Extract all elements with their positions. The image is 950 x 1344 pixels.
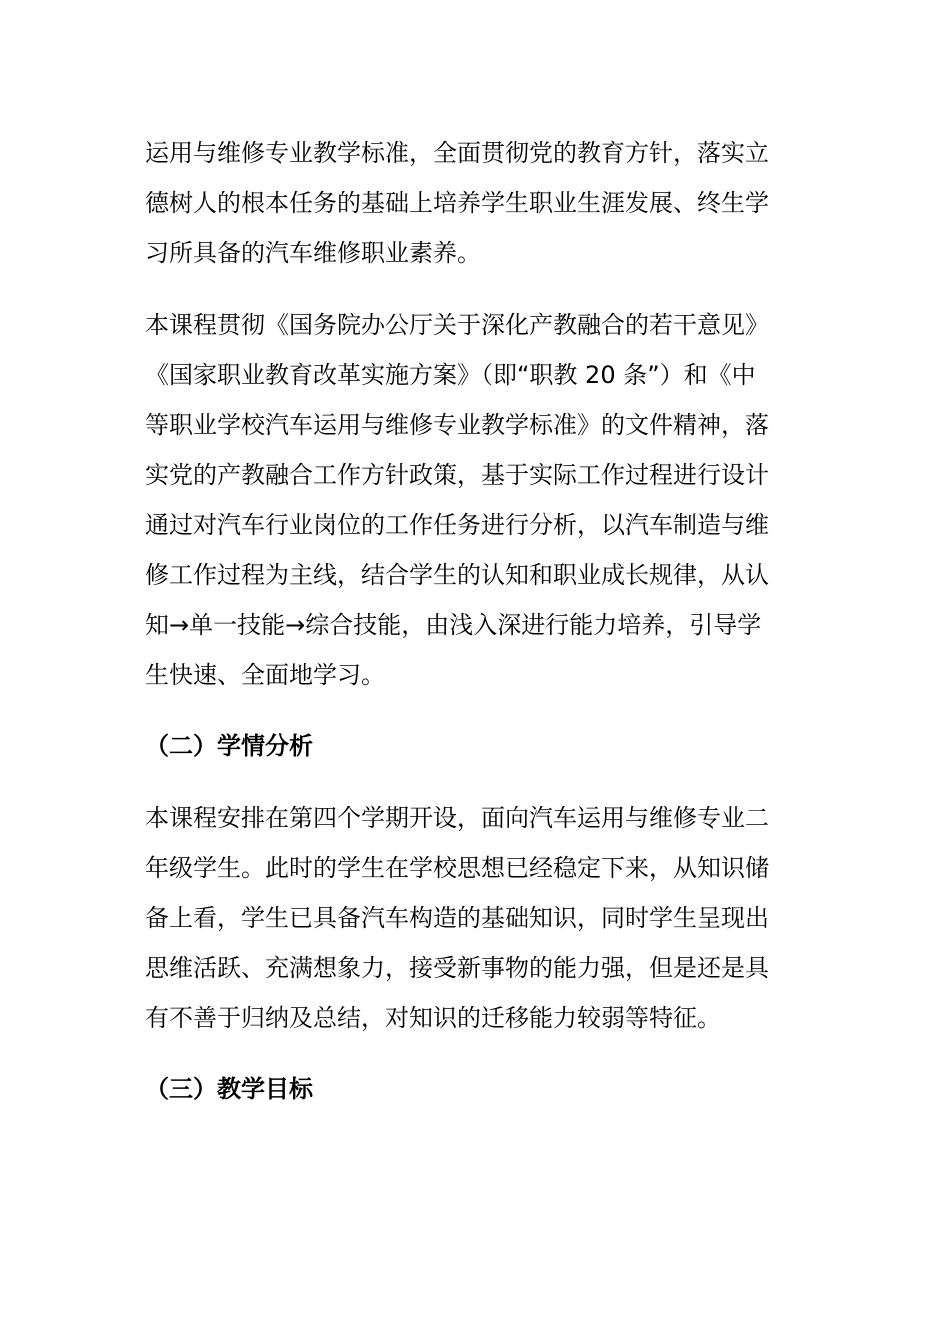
section-heading-student-analysis: （二）学情分析 xyxy=(145,732,313,760)
text-line: 本课程贯彻《国务院办公厅关于深化产教融合的若干意见》 xyxy=(145,311,769,339)
text-line: 备上看，学生已具备汽车构造的基础知识，同时学生呈现出 xyxy=(145,904,769,932)
text-line: 等职业学校汽车运用与维修专业教学标准》的文件精神，落 xyxy=(145,411,769,439)
text-line: 通过对汽车行业岗位的工作任务进行分析，以汽车制造与维 xyxy=(145,511,769,539)
text-line: 知→单一技能→综合技能，由浅入深进行能力培养，引导学 xyxy=(145,611,762,639)
text-line: 运用与维修专业教学标准，全面贯彻党的教育方针，落实立 xyxy=(145,139,769,167)
text-line: 实党的产教融合工作方针政策，基于实际工作过程进行设计 xyxy=(145,461,769,489)
text-line: 有不善于归纳及总结，对知识的迁移能力较弱等特征。 xyxy=(145,1004,721,1032)
text-line: 习所具备的汽车维修职业素养。 xyxy=(145,239,481,267)
text-line: 修工作过程为主线，结合学生的认知和职业成长规律，从认 xyxy=(145,561,769,589)
text-line: 生快速、全面地学习。 xyxy=(145,661,385,689)
text-line: 德树人的根本任务的基础上培养学生职业生涯发展、终生学 xyxy=(145,189,769,217)
text-line: 《国家职业教育改革实施方案》（即“职教 20 条”）和《中 xyxy=(145,361,756,389)
text-line: 年级学生。此时的学生在学校思想已经稳定下来，从知识储 xyxy=(145,854,769,882)
text-line: 本课程安排在第四个学期开设，面向汽车运用与维修专业二 xyxy=(145,804,769,832)
section-heading-teaching-objectives: （三）教学目标 xyxy=(145,1075,313,1103)
text-line: 思维活跃、充满想象力，接受新事物的能力强，但是还是具 xyxy=(145,954,769,982)
